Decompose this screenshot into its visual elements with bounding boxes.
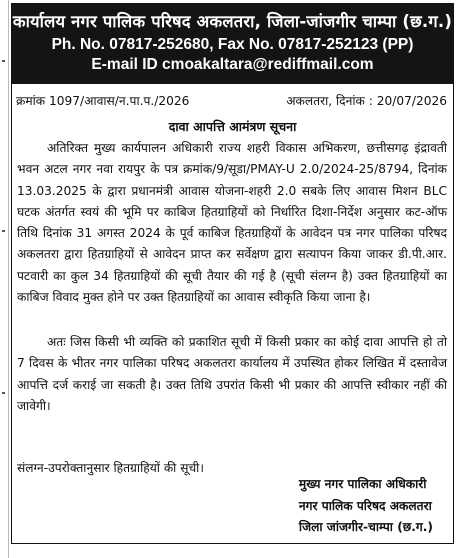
signatory-office: नगर पालिक परिषद अकलतरा [298,498,432,513]
edge-mark [2,392,5,394]
edge-mark [2,60,5,62]
notice-header [12,4,453,84]
notice-subject: दावा आपत्ति आमंत्रण सूचना [168,119,297,134]
edge-mark [2,230,5,232]
signatory-title: मुख्य नगर पालिका अधिकारी [298,477,427,491]
body-paragraph: अतिरिक्त मुख्य कार्यपालन अधिकारी राज्य शहरी विकास अभिकरण, छत्तीसगढ़ इंद्रावती भवन अटल नगर नवा रायपुर के पत्र क्रमांक/9/सूडा/PMAY-U 2.0/2024-25/8794, दिनांक 13.03.2025 के द्वारा प्रधानमंत्री आवास योजना-शहरी 2.0 सबके लिए आवास मिशन BLC घटक अंतर्गत स्वयं की भूमि पर काबिज हितग्राहियों को निर्धारित दिशा-निर्देश अनुसार कट-ऑफ तिथि दिनांक 31 अगस्त 2024 के पूर्व काबिज हितग्राहियों के आवेदन पत्र नगर पालिका परिषद अकलतरा द्वारा हितग्राहियों से आवेदन प्राप्त कर सर्वेक्षण द्वारा सत्यापन किया जाकर डी.पी.आर. पटवारी का कुल 34 हितग्राहियों की सूची तैयार की गई है (सूची संलग्न है) उक्त हितग्राहियों का काबिज विवाद मुक्त होने पर उक्त हितग्राहियों का आवास स्वीकृति किया जाना है। [17,141,447,305]
place-date: अकलतरा, दिनांक : 20/07/2026 [286,94,447,108]
email-line: E-mail ID cmoakaltara@rediffmail.com [91,56,374,73]
office-title: कार्यालय नगर पालिक परिषद अकलतरा, जिला-जांजगीर चाम्पा (छ.ग.) [12,12,453,31]
phone-fax-line: Ph. No. 07817-252680, Fax No. 07817-252123 (PP) [51,36,414,53]
signature-block [299,474,433,539]
enclosure-note: संलग्न-उपरोक्तानुसार हितग्राहियों की सूची। [17,461,204,475]
page-edge-strip [0,0,9,558]
signatory-district: जिला जांजगीर-चाम्पा (छ.ग.) [298,520,433,534]
reference-number: क्रमांक 1097/आवास/न.पा.प./2026 [16,94,190,108]
notice-frame [11,3,454,544]
body-paragraph: अतः जिस किसी भी व्यक्ति को प्रकाशित सूची में किसी प्रकार का कोई दावा आपत्ति हो तो 7 दिवस के भीतर नगर पालिका परिषद अकलतरा कार्यालय में उपस्थित होकर लिखित में दस्तावेज आपत्ति दर्ज कराई जा सकती है। उक्त तिथि उपरांत किसी भी प्रकार की आपत्ति स्वीकार नहीं की जावेगी। [17,335,447,413]
